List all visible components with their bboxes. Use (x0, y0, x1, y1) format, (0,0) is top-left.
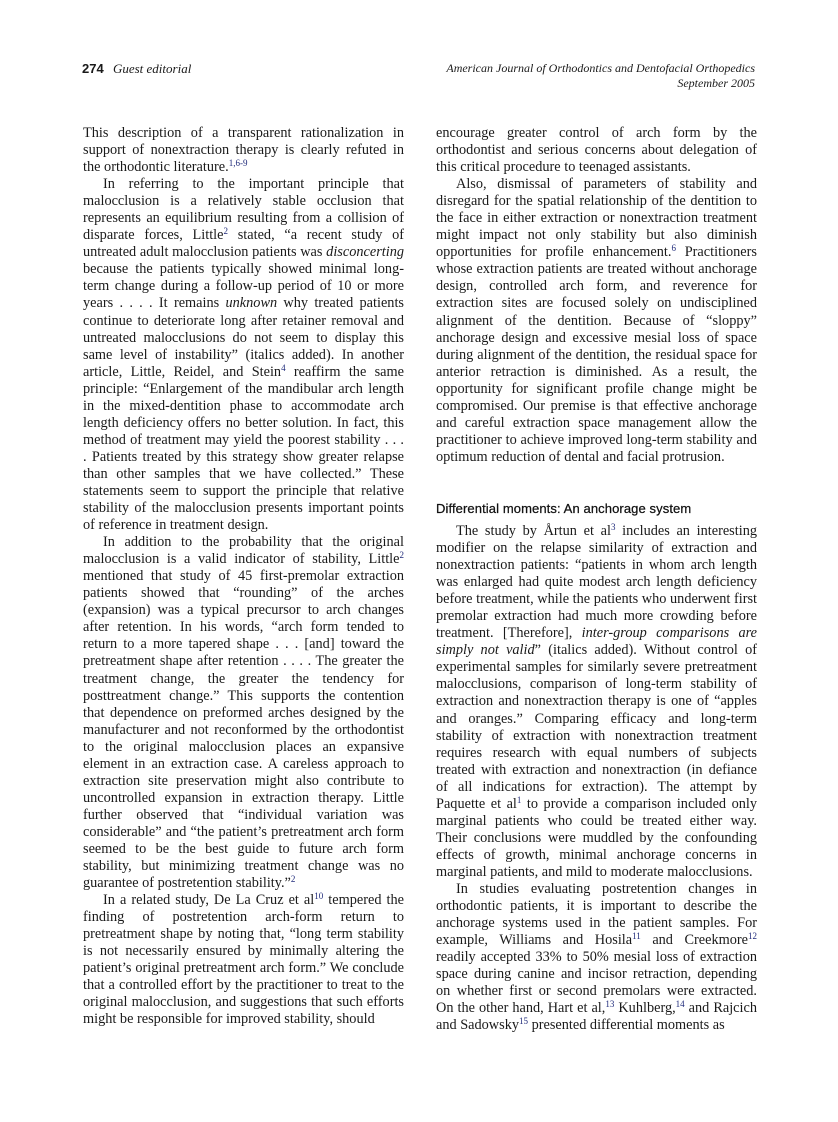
emphasis: unknown (225, 295, 278, 312)
reference-link[interactable]: 4 (281, 362, 286, 373)
section-heading: Differential moments: An anchorage system (436, 500, 692, 516)
reference-link[interactable]: 1 (516, 794, 522, 805)
left-column (83, 125, 404, 1028)
reference-link[interactable]: 12 (748, 931, 757, 942)
reference-link[interactable]: 15 (519, 1016, 528, 1027)
paragraph: This description of a transparent rationalization in support of nonextraction therapy is clearly refuted in the orthodontic literature.$^{1,6-9}$ (83, 125, 404, 176)
paragraph: In referring to the important principle that malocclusion is a relatively stable occlusion that represents an equilibrium resulting from a collision of disparate forces, Little$^2$ stated, “a recent study of untreated adult malocclusion patients was disconcerting because the patients typically showed minimal long-term change during a follow-up period of 10 or more years . . . . It remains unknown why treated patients continue to deteriorate long after retainer removal and untreated malocclusions do not seem to display this same level of instability” (italics added). In another article, Little, Reidel, and Stein$^4$ reaffirm the same principle: “Enlargement of the mandibular arch length in the mixed-dentition phase to accommodate arch length deficiency offers no better solution. In fact, this method of treatment may yield the poorest stability . . . . Patients treated by this strategy show greater relapse than other samples that we have collected.” These statements seem to support the principle that relative stability of the malocclusion presents important points of reference in treatment design. (83, 176, 404, 534)
reference-link[interactable]: 2 (223, 226, 228, 237)
paragraph: In studies evaluating postretention changes in orthodontic patients, it is important to describe the anchorage systems used in the patient samples. For example, Williams and Hosila$^{11}$ and Creekmore$^{12}$ readily accepted 33% to 50% mesial loss of extraction space during canine and incisor retraction, depending on whether first or second premolars were extracted. On the other hand, Hart et al,$^{13}$ Kuhlberg,$^{14}$ and Rajcich and Sadowsky$^{15}$ presented differential moments as (436, 880, 757, 1034)
reference-link[interactable]: 10 (314, 891, 324, 902)
journal-title: American Journal of Orthodontics and Dentofacial Orthopedics (446, 61, 755, 75)
reference-link[interactable]: 2 (290, 874, 296, 885)
reference-link[interactable]: 2 (399, 550, 404, 561)
running-header-right (446, 61, 755, 91)
paragraph: In a related study, De La Cruz et $al^{10}$ tempered the finding of postretention arch-form return to pretreatment shape by noting that, “long term stability is not necessarily ensured by minimally altering the patient’s original pretreatment arch form.” We conclude that a controlled effort by the practitioner to treat to the original malocclusion, and suggestions that such efforts might be responsible for improved stability, should (83, 891, 404, 1028)
reference-link[interactable]: 13 (605, 999, 615, 1010)
running-header-left (82, 61, 191, 77)
reference-link[interactable]: 14 (675, 999, 685, 1010)
reference-link[interactable]: 6 (671, 243, 676, 254)
section-label: Guest editorial (112, 61, 192, 76)
page-number: 274 (82, 61, 104, 76)
reference-link[interactable]: 1,6-9 (228, 158, 248, 169)
paragraph: In addition to the probability that the original malocclusion is a valid indicator of stability, Little$^2$ mentioned that study of 45 first-premolar extraction patients showed that “rounding” of the arches (expansion) was a typical precursor to arch changes after retention. In his words, “arch form tended to return to a more tapered shape . . . [and] toward the pretreatment shape after retention . . . . The greater the treatment change, the greater the tendency for posttreatment change.” This supports the contention that dependence on preformed arches designed by the manufacturer and not reconformed by the orthodontist to the original malocclusion places an expansive element in an extraction case. A careless approach to extraction site preservation might also contribute to uncontrolled expansion in extraction therapy. Little further observed that “individual variation was considerable” and “the patient’s pretreatment arch form seemed to be the best guide to future arch form stability, but minimizing treatment change was no guarantee of postretention stability.”$^2$ (83, 534, 404, 892)
right-column (436, 125, 757, 1034)
paragraph: Also, dismissal of parameters of stability and disregard for the spatial relationship of the dentition to the face in either extraction or nonextraction treatment might impact not only stability but also diminish opportunities for profile enhancement.$^6$ Practitioners whose extraction patients are treated without anchorage design, controlled arch form, and reverence for extraction sites are focused solely on undisciplined alignment of the dentition. Because of “sloppy” anchorage design and excessive mesial loss of space during alignment of the dentition, the residual space for anterior retraction is diminished. As a result, the opportunity for significant profile change might be compromised. Our premise is that effective anchorage and careful extraction space management allow the practitioner to achieve improved long-term stability and optimum reduction of dental and facial protrusion. (436, 176, 757, 465)
issue-date: September 2005 (677, 76, 755, 90)
paragraph: The study by Årtun et $al^3$ includes an interesting modifier on the relapse similarity of extraction and nonextraction patients: “patients in whom arch length was enlarged had quite modest arch length deficiency before treatment, while the patients who underwent first premolar extraction had much more crowding before treatment. [Therefore], inter-group comparisons are simply not valid” (italics added). Without control of experimental samples for similarly severe pretreatment malocclusions, comparison of long-term stability of extraction and nonextraction therapy is one of “apples and oranges.” Comparing efficacy and long-term stability of extraction with nonextraction treatment requires research with equal numbers of subjects treated with extraction and nonextraction (in defiance of all indications for extraction). The attempt by Paquette et $al^1$ to provide a comparison included only marginal patients who could be treated either way. Their conclusions were muddled by the confounding effects of growth, minimal anchorage concerns in marginal patients, and mild to moderate malocclusions. (436, 521, 758, 880)
emphasis: inter-group comparisons are simply not valid (436, 625, 758, 659)
reference-link[interactable]: 11 (632, 931, 641, 942)
emphasis: disconcerting (326, 244, 404, 261)
paragraph: encourage greater control of arch form by the orthodontist and serious concerns about delegation of this critical procedure to teenaged assistants. (436, 125, 757, 176)
reference-link[interactable]: 3 (610, 521, 616, 532)
